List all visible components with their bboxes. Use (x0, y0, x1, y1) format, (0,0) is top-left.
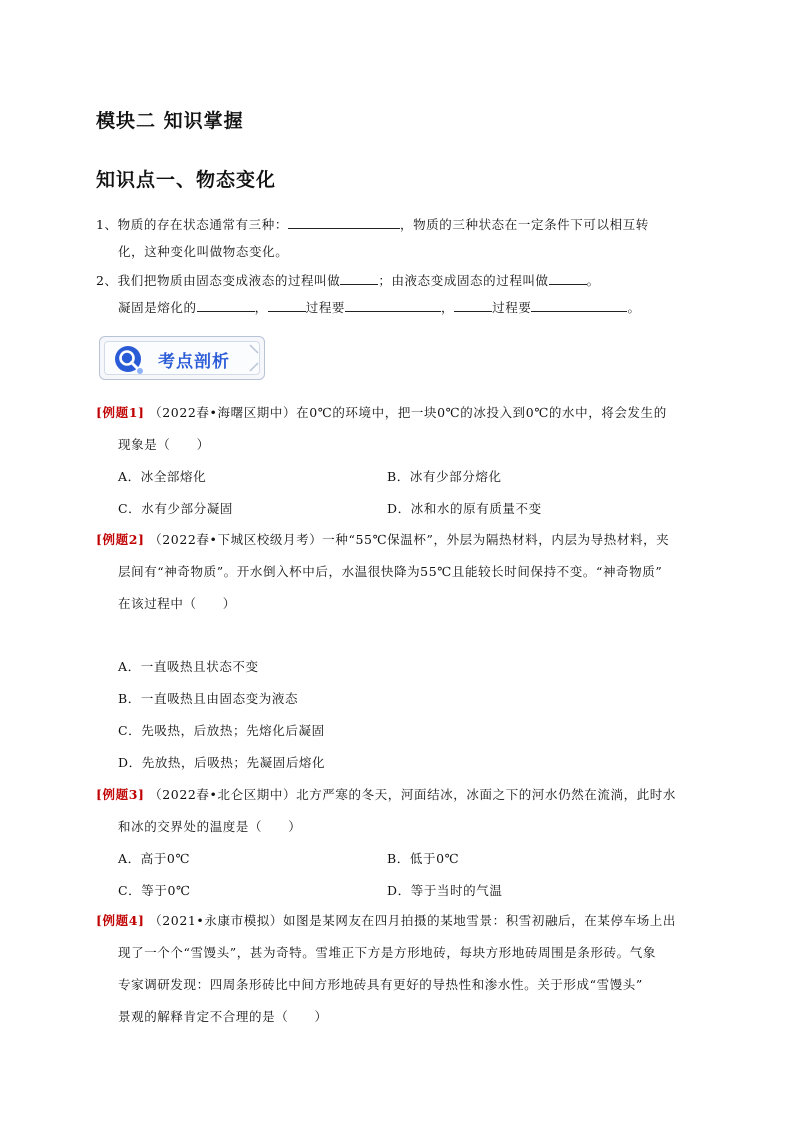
example-2-option-c[interactable]: C．先吸热，后放热；先熔化后凝固 (118, 723, 325, 738)
question-1-line-1 (96, 215, 649, 233)
example-2-line-3: 在该过程中（ ） (118, 596, 236, 611)
banner-corner-decoration-icon (248, 343, 260, 373)
q2-blank-inverse[interactable] (197, 299, 255, 312)
q2-blank-process-2[interactable] (454, 299, 492, 312)
example-4-line-1 (96, 911, 676, 929)
example-4-line-4: 景观的解释肯定不合理的是（ ） (118, 1009, 328, 1024)
magnifier-icon (112, 343, 146, 377)
q2-text-d: 凝固是熔化的 (118, 300, 197, 315)
q2-period: 。 (627, 300, 641, 315)
example-2-option-b[interactable]: B．一直吸热且由固态变为液态 (118, 691, 299, 706)
example-1-option-a[interactable]: A．冰全部熔化 (118, 469, 207, 484)
q2-blank-process-1[interactable] (268, 299, 306, 312)
example-2-line-1 (96, 530, 669, 548)
example-3-option-b[interactable]: B．低于0℃ (387, 851, 460, 866)
example-3-line-1 (96, 785, 676, 803)
example-3-tag: [例题3] (96, 787, 145, 802)
question-1-line-2: 化，这种变化叫做物态变化。 (118, 244, 289, 259)
question-2-line-2 (118, 298, 641, 316)
example-1-line-1 (96, 403, 667, 421)
example-4-text-1: （2021•永康市模拟）如图是某网友在四月拍摄的某地雪景：积雪初融后，在某停车场上出 (149, 913, 676, 928)
q2-comma-1: ， (254, 300, 268, 315)
example-1-text-1: （2022春•海曙区期中）在0℃的环境中，把一块0℃的冰投入到0℃的水中，将会发生的 (149, 405, 667, 420)
example-3-option-a[interactable]: A．高于0℃ (118, 851, 191, 866)
example-1-option-c[interactable]: C．水有少部分凝固 (118, 501, 233, 516)
q2-text-a: 2、我们把物质由固态变成液态的过程叫做 (96, 273, 341, 288)
q2-comma-2: ， (441, 300, 455, 315)
question-2-line-1 (96, 271, 600, 289)
analysis-banner (99, 336, 265, 380)
q2-text-c: 。 (586, 273, 600, 288)
example-4-line-2: 现了一个个“雪馒头”，甚为奇特。雪堆正下方是方形地砖，每块方形地砖周围是条形砖。气象 (118, 945, 656, 960)
q1-text-b: ，物质的三种状态在一定条件下可以相互转 (399, 217, 649, 232)
example-3-option-d[interactable]: D．等于当时的气温 (387, 883, 503, 898)
example-2-tag: [例题2] (96, 532, 145, 547)
example-3-line-2: 和冰的交界处的温度是（ ） (118, 819, 302, 834)
example-4-tag: [例题4] (96, 913, 145, 928)
example-2-option-d[interactable]: D．先放热，后吸热；先凝固后熔化 (118, 755, 326, 770)
q2-blank-heat-2[interactable] (531, 299, 627, 312)
example-1-option-d[interactable]: D．冰和水的原有质量不变 (387, 501, 542, 516)
section-title: 知识点一、物态变化 (96, 169, 277, 191)
q1-text-a: 1、物质的存在状态通常有三种： (96, 217, 288, 232)
example-2-text-1: （2022春•下城区校级月考）一种“55℃保温杯”，外层为隔热材料，内层为导热材料，夹 (149, 532, 670, 547)
example-2-option-a[interactable]: A．一直吸热且状态不变 (118, 659, 259, 674)
example-1-option-b[interactable]: B．冰有少部分熔化 (387, 469, 502, 484)
q2-blank-heat-1[interactable] (345, 299, 441, 312)
example-2-line-2: 层间有“神奇物质”。开水倒入杯中后，水温很快降为55℃且能较长时间保持不变。“神奇物质” (118, 564, 663, 579)
q2-blank-melting[interactable] (340, 272, 378, 285)
q1-blank-states[interactable] (288, 216, 400, 229)
example-1-tag: [例题1] (96, 405, 145, 420)
banner-title: 考点剖析 (158, 352, 230, 372)
example-4-line-3: 专家调研发现：四周条形砖比中间方形地砖具有更好的导热性和渗水性。关于形成“雪馒头” (118, 977, 643, 992)
example-1-line-2: 现象是（ ） (118, 437, 210, 452)
q2-text-f: 过程要 (492, 300, 532, 315)
q2-text-b: ；由液态变成固态的过程叫做 (378, 273, 549, 288)
q2-blank-solidifying[interactable] (549, 272, 587, 285)
q2-text-e: 过程要 (305, 300, 346, 315)
module-title: 模块二 知识掌握 (96, 110, 244, 132)
example-3-option-c[interactable]: C．等于0℃ (118, 883, 191, 898)
example-3-text-1: （2022春•北仑区期中）北方严寒的冬天，河面结冰，冰面之下的河水仍然在流淌，此时水 (149, 787, 676, 802)
